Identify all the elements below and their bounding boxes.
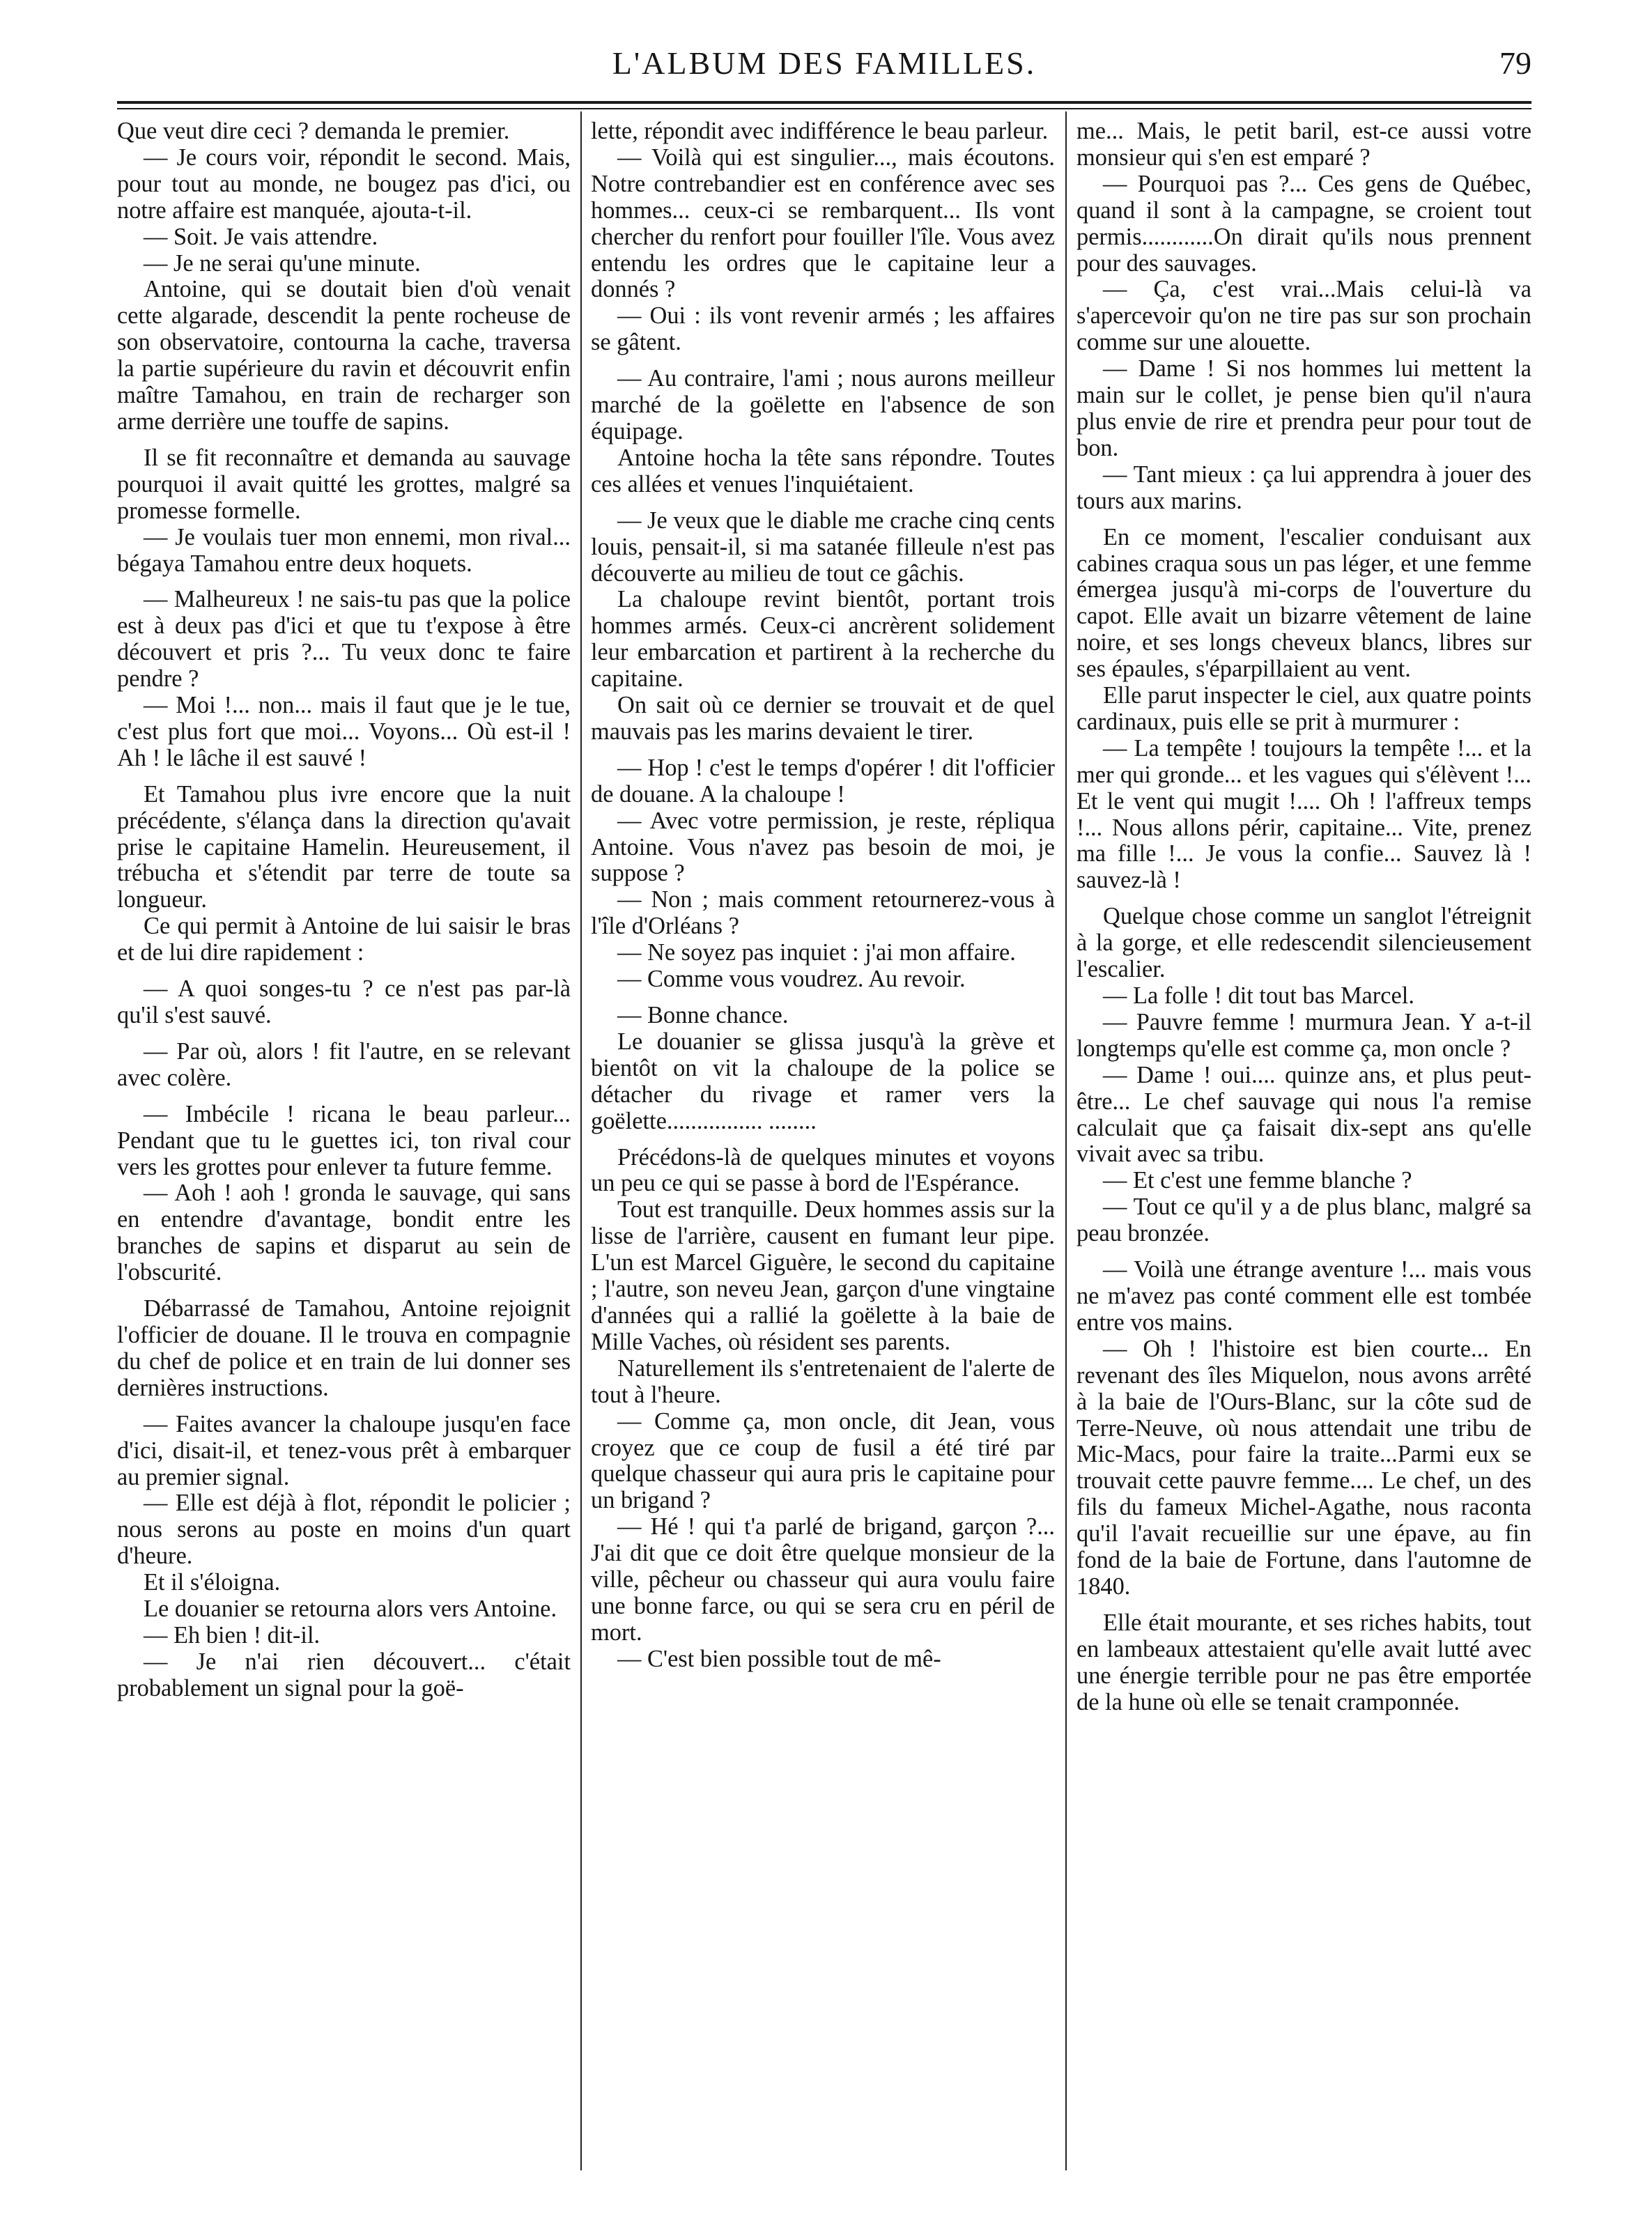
paragraph: — Faites avancer la chaloupe jusqu'en face d'ici, disait-il, et tenez-vous prêt à embarquer au premier signal.	[117, 1410, 571, 1490]
page-header	[117, 40, 1531, 89]
paragraph: Antoine hocha la tête sans répondre. Toutes ces allées et venues l'inquiétaient.	[591, 444, 1055, 497]
paragraph: — Et c'est une femme blanche ?	[1103, 1167, 1412, 1194]
paragraph: — Je n'ai rien découvert... c'était probablement un signal pour la goë-	[117, 1648, 571, 1701]
column-divider	[1065, 111, 1067, 2170]
paragraph: — Oui : ils vont revenir armés ; les affaires se gâtent.	[591, 302, 1055, 356]
paragraph: Il se fit reconnaître et demanda au sauvage pourquoi il avait quitté les grottes, malgré sa promesse formelle.	[117, 444, 571, 524]
paragraph: Antoine, qui se doutait bien d'où venait cette algarade, descendit la pente rocheuse de son observatoire, contourna la cache, traversa la partie supérieure du ravin et découvrit enfin maître Tamahou, en train de recharger son arme derrière une touffe de sapins.	[117, 276, 571, 435]
paragraph: Que veut dire ceci ? demanda le premier.	[117, 118, 510, 144]
paragraph: — Dame ! oui.... quinze ans, et plus peut-être... Le chef sauvage qui nous l'a remise calculait que ça faisait dix-sept ans qu'elle vivait avec sa tribu.	[1076, 1061, 1531, 1168]
paragraph: — Je voulais tuer mon ennemi, mon rival... bégaya Tamahou entre deux hoquets.	[117, 523, 571, 577]
paragraph: Tout est tranquille. Deux hommes assis sur la lisse de l'arrière, causent en fumant leur pipe. L'un est Marcel Giguère, le second du capitaine ; l'autre, son neveu Jean, garçon d'une vingtaine d'années qui a rallié la goëlette à la baie de Mille Vaches, où résident ses parents.	[591, 1196, 1055, 1355]
text-column-1	[117, 118, 571, 2174]
paragraph: Ce qui permit à Antoine de lui saisir le bras et de lui dire rapidement :	[117, 913, 571, 966]
column-divider	[580, 111, 582, 2170]
paragraph: — Avec votre permission, je reste, répliqua Antoine. Vous n'avez pas besoin de moi, je suppose ?	[591, 807, 1055, 887]
paragraph: Quelque chose comme un sanglot l'étreignit à la gorge, et elle redescendit silencieusement l'escalier.	[1076, 903, 1531, 983]
paragraph: — Elle est déjà à flot, répondit le policier ; nous serons au poste en moins d'un quart d'heure.	[117, 1490, 571, 1570]
paragraph: — Non ; mais comment retournerez-vous à l'île d'Orléans ?	[591, 886, 1055, 940]
paragraph: — Pourquoi pas ?... Ces gens de Québec, quand il sont à la campagne, se croient tout permis............On dirait qu'ils nous prennent pour des sauvages.	[1076, 170, 1531, 277]
paragraph: — Comme vous voudrez. Au revoir.	[617, 966, 966, 993]
text-column-2	[591, 118, 1055, 2174]
paragraph: — C'est bien possible tout de mê-	[617, 1645, 941, 1672]
page-number: 79	[1499, 45, 1531, 81]
paragraph: me... Mais, le petit baril, est-ce aussi votre monsieur qui s'en est emparé ?	[1076, 118, 1531, 171]
paragraph: — Comme ça, mon oncle, dit Jean, vous croyez que ce coup de fusil a été tiré par quelque chasseur qui aura pris le capitaine pour un brigand ?	[591, 1407, 1055, 1514]
paragraph: — Tant mieux : ça lui apprendra à jouer des tours aux marins.	[1076, 461, 1531, 514]
paragraph: — Ça, c'est vrai...Mais celui-là va s'apercevoir qu'on ne tire pas sur son prochain comme sur une alouette.	[1076, 276, 1531, 356]
paragraph: Et Tamahou plus ivre encore que la nuit précédente, s'élança dans la direction qu'avait prise le capitaine Hamelin. Heureusement, il trébucha et s'étendit par terre de toute sa longueur.	[117, 780, 571, 913]
paragraph: — Voilà une étrange aventure !... mais vous ne m'avez pas conté comment elle est tombée entre vos mains.	[1076, 1256, 1531, 1336]
paragraph: — Dame ! Si nos hommes lui mettent la main sur le collet, je pense bien qu'il n'aura plus envie de rire et prendra peur pour tout de bon.	[1076, 355, 1531, 461]
paragraph: — Hop ! c'est le temps d'opérer ! dit l'officier de douane. A la chaloupe !	[591, 754, 1055, 808]
paragraph: Naturellement ils s'entretenaient de l'alerte de tout à l'heure.	[591, 1354, 1055, 1408]
paragraph: — Voilà qui est singulier..., mais écoutons. Notre contrebandier est en conférence avec ses hommes... ceux-ci se rembarquent... Ils vont chercher du renfort pour fouiller l'île. Vous avez entendu les ordres que le capitaine leur a donnés ?	[591, 144, 1055, 303]
paragraph: — Eh bien ! dit-il.	[144, 1621, 321, 1648]
paragraph: — Moi !... non... mais il faut que je le tue, c'est plus fort que moi... Voyons... Où est-il ! Ah ! le lâche il est sauvé !	[117, 692, 571, 771]
paragraph: — La folle ! dit tout bas Marcel.	[1103, 982, 1414, 1009]
paragraph: On sait où ce dernier se trouvait et de quel mauvais pas les marins devaient le tirer.	[591, 692, 1055, 745]
text-column-3	[1076, 118, 1531, 2174]
paragraph: — La tempête ! toujours la tempête !... et la mer qui gronde... et les vagues qui s'élèvent !... Et le vent qui mugit !.... Oh ! l'affreux temps !... Nous allons périr, capitaine... Vite, prenez ma fille !... Je vous la confie... Sauvez là ! sauvez-là !	[1076, 734, 1531, 894]
paragraph: — Je ne serai qu'une minute.	[144, 249, 421, 277]
paragraph: — Ne soyez pas inquiet : j'ai mon affaire.	[617, 939, 1016, 966]
paragraph: lette, répondit avec indifférence le beau parleur.	[591, 118, 1049, 144]
paragraph: Débarrassé de Tamahou, Antoine rejoignit l'officier de douane. Il le trouva en compagnie du chef de police et en train de lui donner ses dernières instructions.	[117, 1295, 571, 1401]
paragraph: Le douanier se glissa jusqu'à la grève et bientôt on vit la chaloupe de la police se détacher du rivage et ramer vers la goëlette................ ........	[591, 1028, 1055, 1134]
paragraph: Elle parut inspecter le ciel, aux quatre points cardinaux, puis elle se prit à murmurer :	[1076, 682, 1531, 735]
paragraph: — Tout ce qu'il y a de plus blanc, malgré sa peau bronzée.	[1076, 1194, 1531, 1247]
paragraph: — Bonne chance.	[617, 1002, 789, 1028]
paragraph: — Soit. Je vais attendre.	[144, 223, 378, 250]
paragraph: Et il s'éloigna.	[144, 1569, 281, 1596]
paragraph: — Imbécile ! ricana le beau parleur... Pendant que tu le guettes ici, ton rival cour vers les grottes pour enlever ta future femme.	[117, 1100, 571, 1180]
paragraph: Précédons-là de quelques minutes et voyons un peu ce qui se passe à bord de l'Espérance.	[591, 1143, 1055, 1197]
paragraph: — Je veux que le diable me crache cinq cents louis, pensait-il, si ma satanée filleule n'est pas découverte au milieu de tout ce gâchis.	[591, 507, 1055, 587]
header-rule-thick	[117, 101, 1531, 104]
paragraph: — Aoh ! aoh ! gronda le sauvage, qui sans en entendre d'avantage, bondit entre les branches de sapins et disparut au sein de l'obscurité.	[117, 1180, 571, 1286]
paragraph: — Malheureux ! ne sais-tu pas que la police est à deux pas d'ici et que tu t'expose à être découvert et pris ?... Tu veux donc te faire pendre ?	[117, 586, 571, 693]
header-rule-thin	[117, 108, 1531, 109]
paragraph: — Oh ! l'histoire est bien courte... En revenant des îles Miquelon, nous avons arrêté à la baie de l'Ours-Blanc, sur la côte sud de Terre-Neuve, où nous attendait une tribu de Mic-Macs, pour faire la traite...Parmi eux se trouvait cette pauvre femme.... Le chef, un des fils du fameux Michel-Agathe, nous raconta qu'il l'avait recueillie sur une épave, au fin fond de la baie de Fortune, dans l'automne de 1840.	[1076, 1335, 1531, 1600]
paragraph: — Au contraire, l'ami ; nous aurons meilleur marché de la goëlette en l'absence de son équipage.	[591, 365, 1055, 445]
running-title: L'ALBUM DES FAMILLES.	[612, 45, 1037, 81]
paragraph: — Hé ! qui t'a parlé de brigand, garçon ?... J'ai dit que ce doit être quelque monsieur de la ville, pêcheur ou chasseur qui aura voulu faire une bonne farce, ou qui se sera cru en péril de mort.	[591, 1513, 1055, 1646]
paragraph: Le douanier se retourna alors vers Antoine.	[144, 1596, 557, 1623]
paragraph: — Par où, alors ! fit l'autre, en se relevant avec colère.	[117, 1037, 571, 1091]
paragraph: — Pauvre femme ! murmura Jean. Y a-t-il longtemps qu'elle est comme ça, mon oncle ?	[1076, 1008, 1531, 1062]
paragraph: — Je cours voir, répondit le second. Mais, pour tout au monde, ne bougez pas d'ici, ou notre affaire est manquée, ajouta-t-il.	[117, 144, 571, 224]
paragraph: En ce moment, l'escalier conduisant aux cabines craqua sous un pas léger, et une femme émergea jusqu'à mi-corps de l'ouverture du capot. Elle avait un bizarre vêtement de laine noire, et ses longs cheveux blancs, libres sur ses épaules, s'éparpillaient au vent.	[1076, 523, 1531, 683]
paragraph: Elle était mourante, et ses riches habits, tout en lambeaux attestaient qu'elle avait lutté avec une énergie terrible pour ne pas être emportée de la hune où elle se tenait cramponnée.	[1076, 1609, 1531, 1715]
paragraph: La chaloupe revint bientôt, portant trois hommes armés. Ceux-ci ancrèrent solidement leur embarcation et partirent à la recherche du capitaine.	[591, 586, 1055, 693]
paragraph: — A quoi songes-tu ? ce n'est pas par-là qu'il s'est sauvé.	[117, 975, 571, 1028]
